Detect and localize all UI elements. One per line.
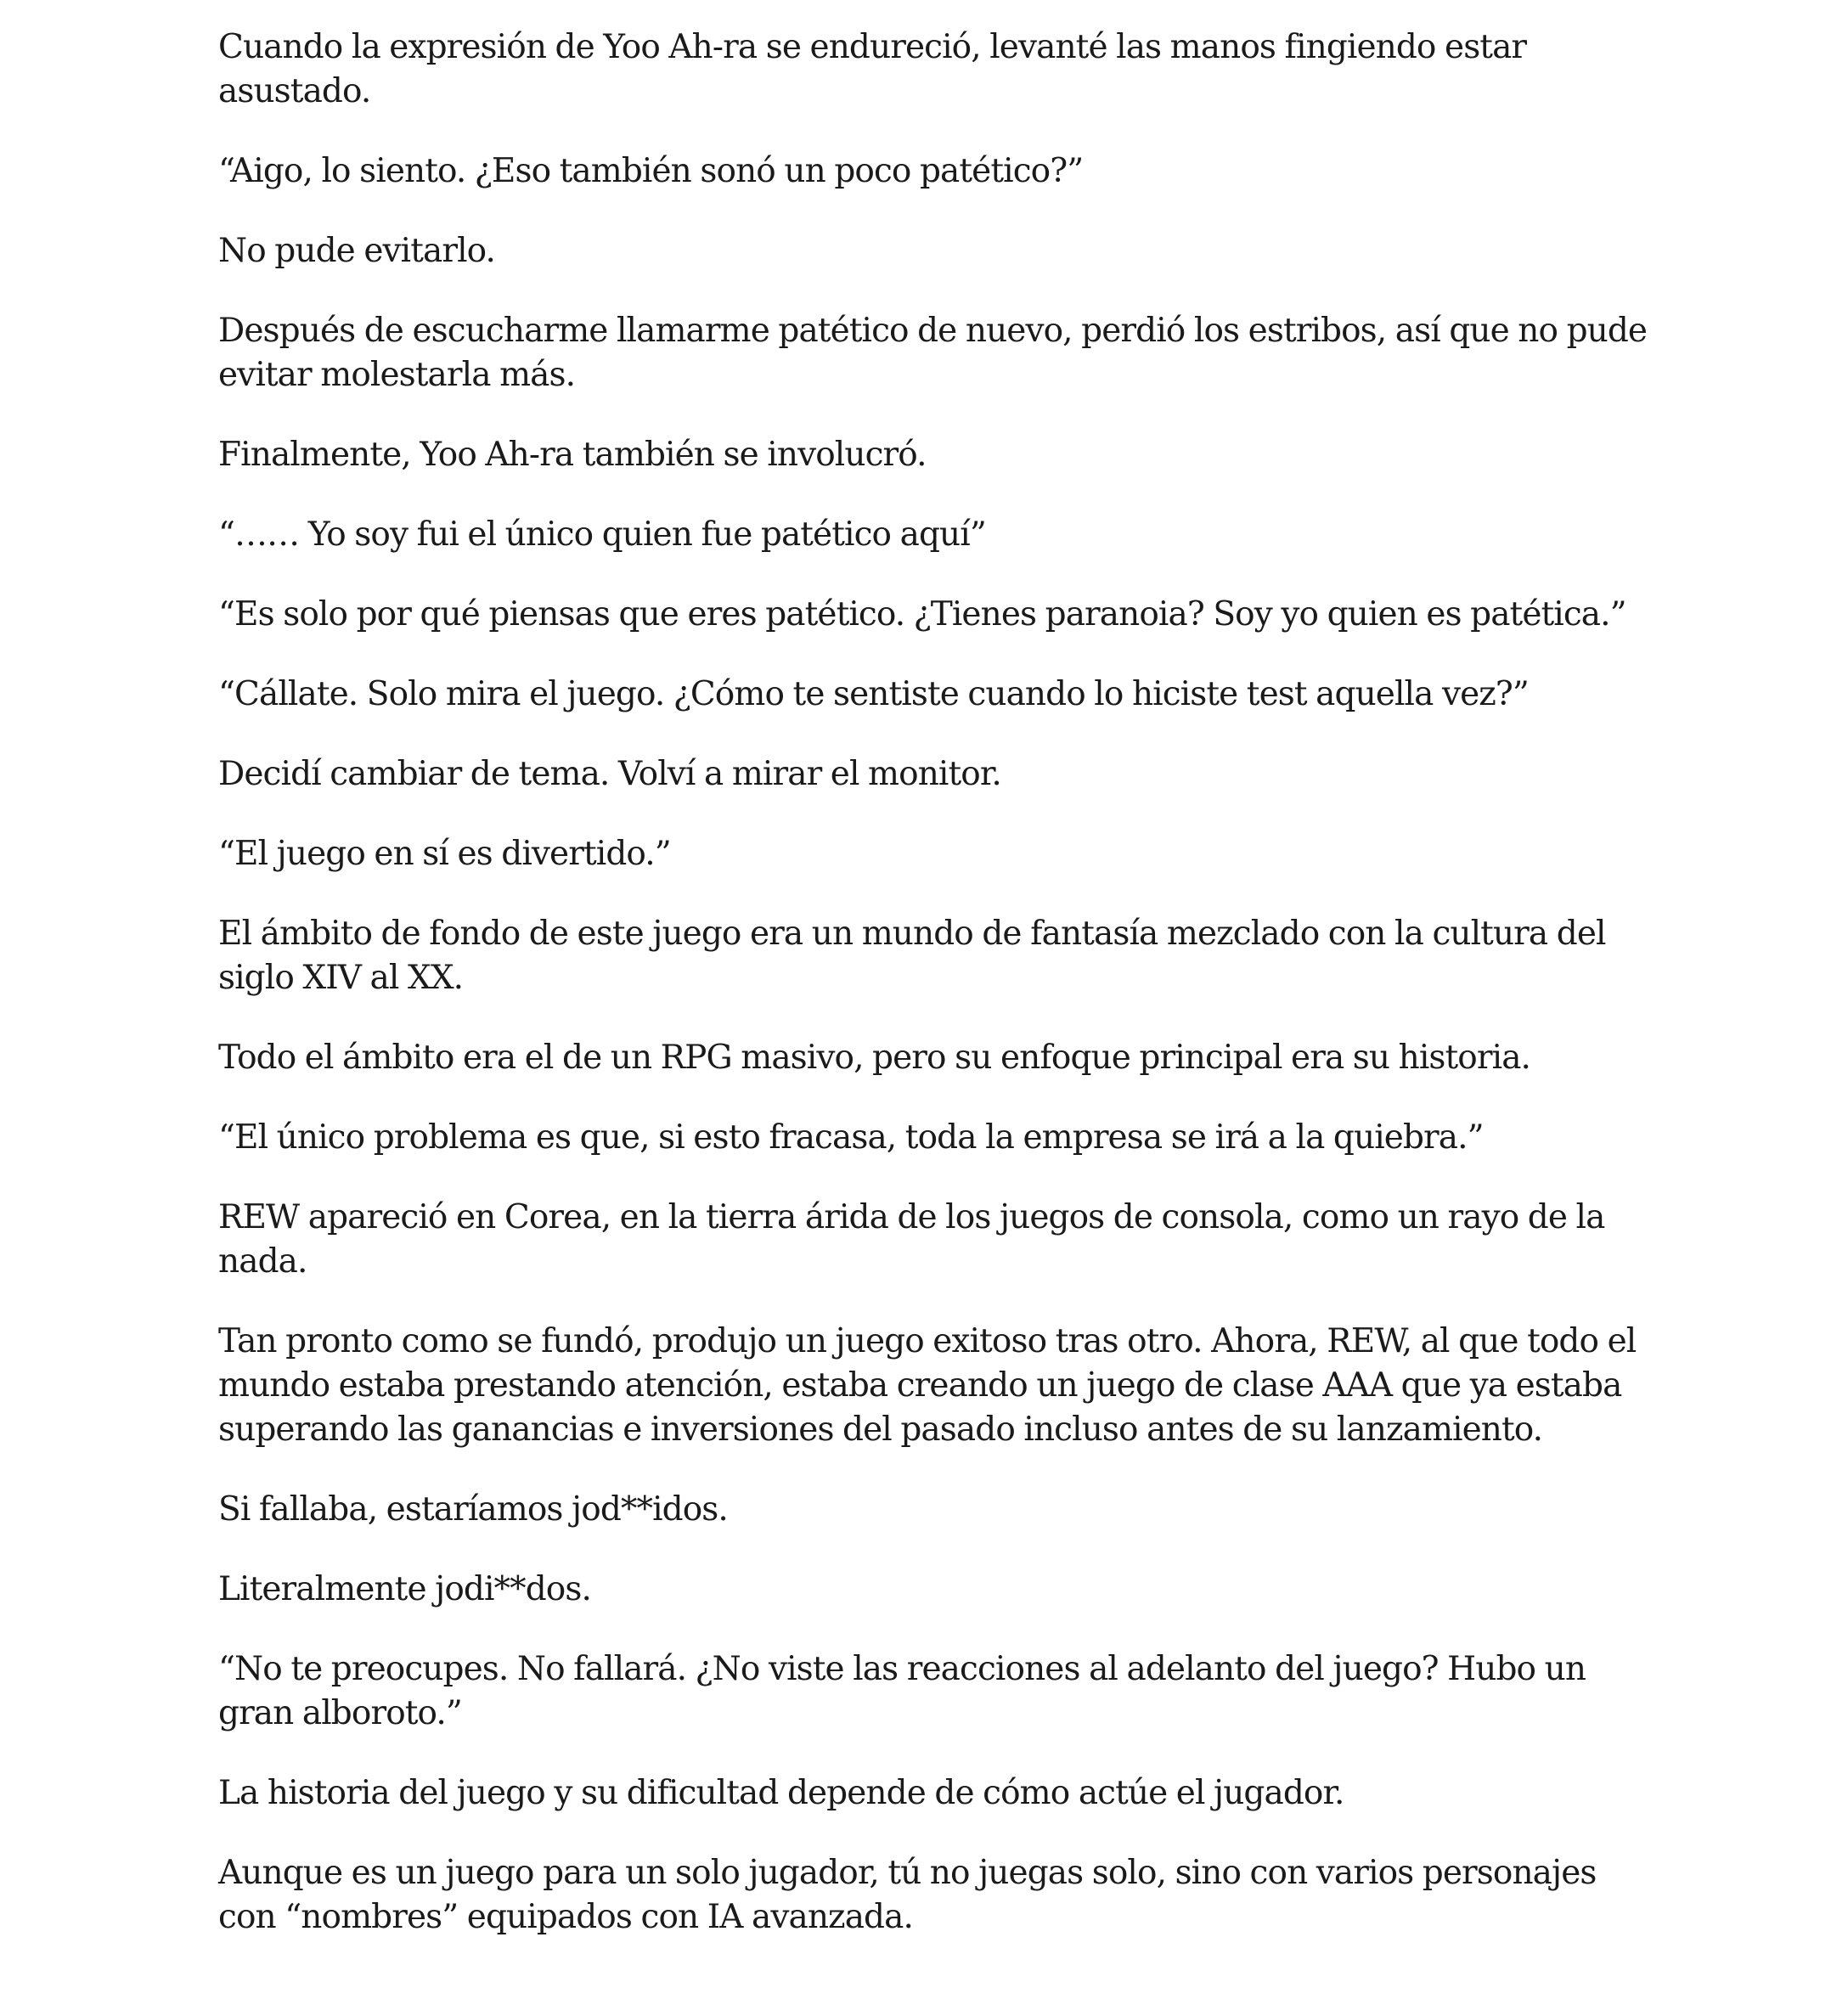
paragraph: El ámbito de fondo de este juego era un mundo de fantasía mezclado con la cultura del siglo XIV al XX. [218,915,1606,997]
paragraph: Cuando la expresión de Yoo Ah-ra se endureció, levanté las manos fingiendo estar asustado. [218,28,1527,110]
paragraph: Literalmente jodi**dos. [218,1570,591,1608]
paragraph: “El juego en sí es divertido.” [218,835,671,873]
paragraph: “Cállate. Solo mira el juego. ¿Cómo te sentiste cuando lo hiciste test aquella vez?” [218,675,1529,713]
paragraph: Después de escucharme llamarme patético de nuevo, perdió los estribos, así que no pude evitar molestarla más. [218,312,1648,394]
paragraph: “No te preocupes. No fallará. ¿No viste las reacciones al adelanto del juego? Hubo un gran alboroto.” [218,1650,1586,1732]
paragraph: Finalmente, Yoo Ah-ra también se involucró. [218,436,927,474]
paragraph: Aunque es un juego para un solo jugador, tú no juegas solo, sino con varios personajes con “nombres” equipados con IA avanzada. [218,1854,1597,1936]
paragraph: REW apareció en Corea, en la tierra árida de los juegos de consola, como un rayo de la nada. [218,1198,1605,1281]
paragraph: No pude evitarlo. [218,232,496,270]
paragraph: “Es solo por qué piensas que eres patético. ¿Tienes paranoia? Soy yo quien es patética.” [218,595,1626,633]
paragraph: “El único problema es que, si esto fracasa, toda la empresa se irá a la quiebra.” [218,1118,1484,1157]
paragraph: Si fallaba, estaríamos jod**idos. [218,1490,728,1529]
paragraph: “Aigo, lo siento. ¿Eso también sonó un poco patético?” [218,152,1084,190]
paragraph: Tan pronto como se fundó, produjo un juego exitoso tras otro. Ahora, REW, al que todo el mundo estaba prestando atención, estaba creando un juego de clase AAA que ya estaba superando las ganancias e inversiones del pasado incluso antes de su lanzamiento. [218,1322,1637,1449]
paragraph: La historia del juego y su dificultad depende de cómo actúe el jugador. [218,1774,1344,1812]
document-page [218,25,1662,1975]
paragraph: Todo el ámbito era el de un RPG masivo, pero su enfoque principal era su historia. [218,1039,1531,1077]
paragraph: “…… Yo soy fui el único quien fue patético aquí” [218,515,986,554]
paragraph: Decidí cambiar de tema. Volví a mirar el monitor. [218,755,1001,793]
